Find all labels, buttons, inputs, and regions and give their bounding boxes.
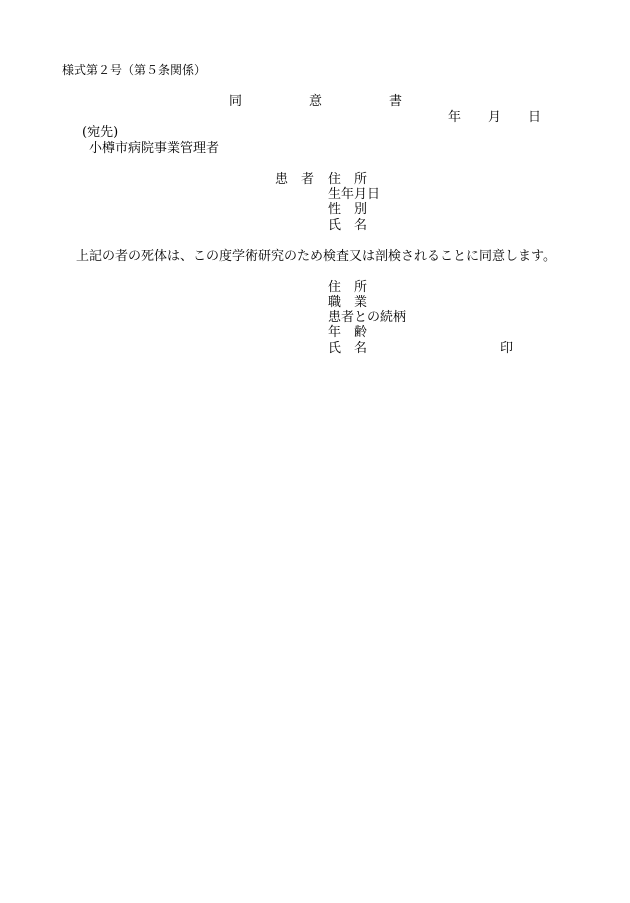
consenter-relationship-label: 患者との続柄 [328,310,407,325]
patient-sex-label: 性 別 [328,202,368,217]
consenter-age-label: 年 齢 [328,325,368,340]
title-char-1: 同 [229,94,243,109]
title-char-3: 書 [389,94,403,109]
patient-heading: 患 者 [275,172,315,187]
consenter-address-label: 住 所 [328,280,368,295]
consenter-occupation-label: 職 業 [328,295,368,310]
addressee-prefix: (宛先) [82,125,119,140]
patient-name-label: 氏 名 [328,218,368,233]
addressee-name: 小樽市病院事業管理者 [89,141,220,156]
patient-address-label: 住 所 [328,172,368,187]
date-day-label: 日 [528,110,542,125]
consent-statement: 上記の者の死体は、この度学術研究のため検査又は剖検されることに同意します。 [76,249,556,264]
seal-label: 印 [500,341,514,356]
form-number: 様式第２号（第５条関係） [62,63,207,77]
date-month-label: 月 [488,110,502,125]
date-year-label: 年 [448,110,462,125]
title-char-2: 意 [309,94,323,109]
consenter-name-label: 氏 名 [328,341,368,356]
patient-birthdate-label: 生年月日 [328,187,381,202]
